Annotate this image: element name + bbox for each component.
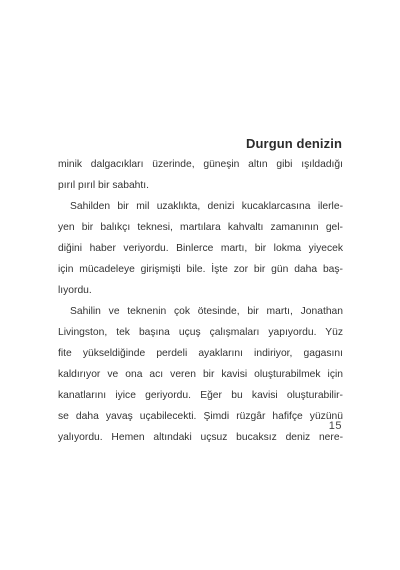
text-line-1: minik dalgacıkları üzerinde, güneşin altın gibi ışıldadığı bbox=[58, 159, 343, 170]
text-line-6: için mücadeleye girişmişti bile. İşte zor bir gün daha baş- bbox=[58, 264, 343, 275]
text-line-2: pırıl pırıl bir sabahtı. bbox=[58, 180, 149, 191]
text-line-9: Livingston, tek başına uçuş çalışmaları yapıyordu. Yüz bbox=[58, 327, 343, 338]
text-line-14: yalıyordu. Hemen altındaki uçsuz bucaksız deniz nere- bbox=[58, 432, 343, 443]
body-text bbox=[58, 154, 343, 448]
page-number: 15 bbox=[328, 420, 342, 432]
text-line-13: se daha yavaş uçabilecekti. Şimdi rüzgâr hafifçe yüzünü bbox=[58, 411, 343, 422]
text-line-8: Sahilin ve teknenin çok ötesinde, bir martı, Jonathan bbox=[70, 306, 343, 317]
chapter-title: Durgun denizin bbox=[246, 136, 342, 151]
text-line-7: lıyordu. bbox=[58, 285, 92, 296]
text-line-10: fite yükseldiğinde perdeli ayaklarını indiriyor, gagasını bbox=[58, 348, 343, 359]
text-line-3: Sahilden bir mil uzaklıkta, denizi kucaklarcasına ilerle- bbox=[70, 201, 343, 212]
text-line-5: diğini haber veriyordu. Binlerce martı, bir lokma yiyecek bbox=[58, 243, 343, 254]
text-line-11: kaldırıyor ve ona acı veren bir kavisi oluşturabilmek için bbox=[58, 369, 343, 380]
text-line-4: yen bir balıkçı teknesi, martılara kahvaltı zamanının gel- bbox=[58, 222, 343, 233]
text-line-12: kanatlarını iyice geriyordu. Eğer bu kavisi oluşturabilir- bbox=[58, 390, 343, 401]
